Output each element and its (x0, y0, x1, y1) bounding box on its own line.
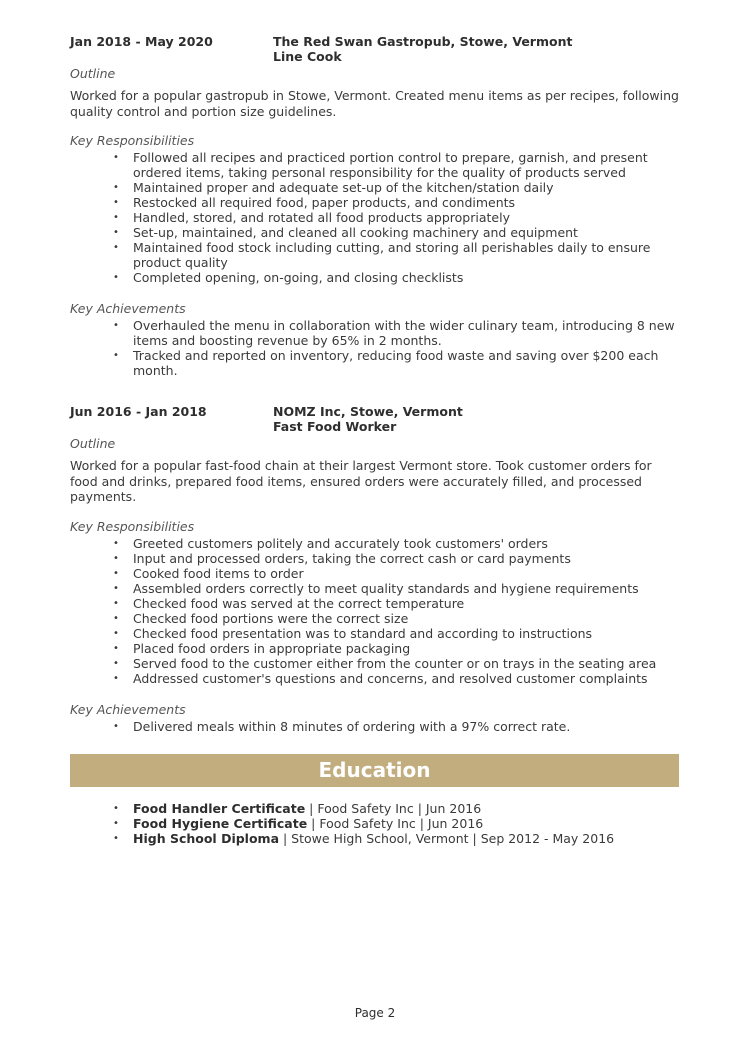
list-item: • Assembled orders correctly to meet quality standards and hygiene requirements (133, 581, 679, 596)
list-item: • Checked food was served at the correct temperature (133, 596, 679, 611)
education-list (70, 801, 679, 846)
responsibilities-label: Key Responsibilities (70, 518, 195, 534)
job-dates: Jun 2016 - Jan 2018 (70, 404, 207, 419)
list-item: • Tracked and reported on inventory, reducing food waste and saving over $200 each month. (133, 348, 679, 378)
list-item: • Set-up, maintained, and cleaned all cooking machinery and equipment (133, 225, 679, 240)
job-role: Fast Food Worker (273, 419, 397, 434)
education-detail: | Food Safety Inc | Jun 2016 (307, 815, 484, 831)
resume-page (70, 34, 679, 846)
education-detail: | Food Safety Inc | Jun 2016 (305, 800, 482, 816)
responsibilities-list (70, 536, 679, 686)
list-item: • Checked food presentation was to standard and according to instructions (133, 626, 679, 641)
education-item (133, 816, 679, 831)
list-item: • Addressed customer's questions and concerns, and resolved customer complaints (133, 671, 679, 686)
outline-text: Worked for a popular fast-food chain at their largest Vermont store. Took customer orders for food and drinks, prepared food items, ensured orders were accurately filled, and processed payments. (70, 458, 652, 504)
job-organization: The Red Swan Gastropub, Stowe, Vermont (273, 34, 573, 49)
responsibilities-list (70, 150, 679, 285)
list-item: • Placed food orders in appropriate packaging (133, 641, 679, 656)
job-header (70, 34, 679, 64)
list-item: • Maintained food stock including cutting, and storing all perishables daily to ensure product quality (133, 240, 679, 270)
education-heading: Education (70, 754, 679, 787)
list-item: • Delivered meals within 8 minutes of ordering with a 97% correct rate. (133, 719, 679, 734)
list-item: • Cooked food items to order (133, 566, 679, 581)
outline-label: Outline (70, 66, 116, 81)
outline-label: Outline (70, 436, 116, 451)
education-item (133, 801, 679, 816)
education-title: Food Handler Certificate (133, 800, 306, 816)
list-item: • Served food to the customer either from the counter or on trays in the seating area (133, 656, 679, 671)
list-item: • Overhauled the menu in collaboration with the wider culinary team, introducing 8 new items and boosting revenue by 65% in 2 months. (133, 318, 679, 348)
achievements-list (70, 719, 679, 734)
outline-text: Worked for a popular gastropub in Stowe, Vermont. Created menu items as per recipes, following quality control and portion size guidelines. (70, 88, 679, 119)
list-item: • Input and processed orders, taking the correct cash or card payments (133, 551, 679, 566)
list-item: • Maintained proper and adequate set-up of the kitchen/station daily (133, 180, 679, 195)
education-title: Food Hygiene Certificate (133, 815, 308, 831)
job-dates: Jan 2018 - May 2020 (70, 34, 213, 49)
achievements-list (70, 318, 679, 378)
education-detail: | Stowe High School, Vermont | Sep 2012 - May 2016 (279, 830, 615, 846)
list-item: • Restocked all required food, paper products, and condiments (133, 195, 679, 210)
list-item: • Followed all recipes and practiced portion control to prepare, garnish, and present ordered items, taking personal responsibility for the quality of products served (133, 150, 679, 180)
education-title: High School Diploma (133, 830, 280, 846)
page-number: Page 2 (354, 1006, 396, 1020)
list-item: • Checked food portions were the correct size (133, 611, 679, 626)
job-header (70, 404, 679, 434)
list-item: • Greeted customers politely and accurately took customers' orders (133, 536, 679, 551)
achievements-label: Key Achievements (70, 701, 186, 717)
list-item: • Handled, stored, and rotated all food products appropriately (133, 210, 679, 225)
achievements-label: Key Achievements (70, 301, 186, 316)
education-item (133, 831, 679, 846)
job-organization: NOMZ Inc, Stowe, Vermont (273, 404, 463, 419)
job-entry (70, 404, 679, 734)
responsibilities-label: Key Responsibilities (70, 133, 195, 148)
list-item: • Completed opening, on-going, and closing checklists (133, 270, 679, 285)
job-role: Line Cook (273, 49, 342, 64)
job-entry (70, 34, 679, 378)
